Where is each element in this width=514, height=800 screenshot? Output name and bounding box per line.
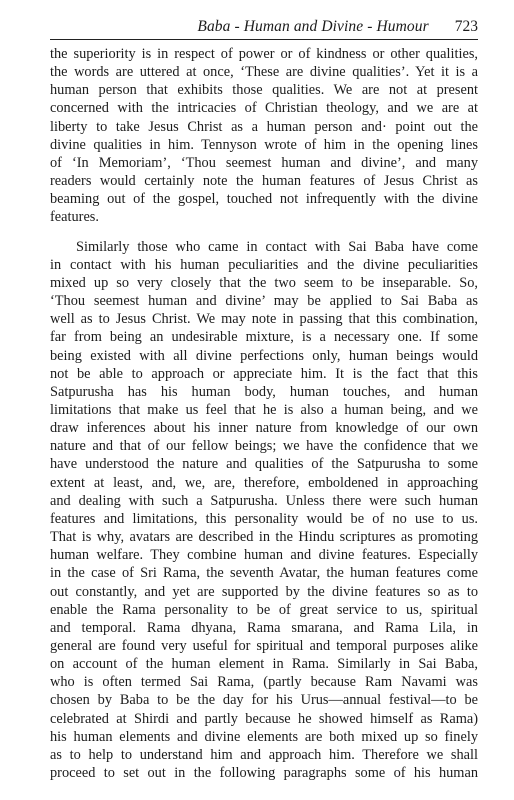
text-line: far from being an undesirable mixture, is a necessary one. If some [50, 329, 478, 346]
text-line: being existed with all divine perfections only, human beings would [50, 347, 478, 364]
text-line: nature and that of our fellow beings; we have the confidence that we [50, 438, 478, 455]
text-line: That is why, avatars are described in the Hindu scriptures as promoting [50, 529, 478, 546]
paragraph-1 [50, 45, 478, 227]
text-line: out constantly, and yet are supported by the divine features so as to [50, 583, 478, 600]
text-line: chosen by Baba to be the day for his Urus—annual festival—to be [50, 692, 478, 709]
text-line: and temporal. Rama dhyana, Rama smarana, and Rama Lila, in [50, 619, 478, 636]
text-line: general are found very useful for spiritual and temporal purposes alike [50, 638, 478, 654]
text-line: who is often termed Sai Rama, (partly because Ram Navami was [50, 674, 478, 691]
text-line: beaming out of the gospel, touched not infrequently with the divine [50, 191, 478, 208]
text-line: draw inferences about his inner nature from knowledge of our own [50, 420, 478, 437]
text-line: have understood the nature and qualities of the Satpurusha to some [50, 456, 478, 473]
text-line: his human elements and divine elements are both mixed up so finely [50, 728, 478, 745]
text-line: celebrated at Shirdi and partly because he showed himself as Rama) [50, 710, 478, 727]
text-line: of ‘In Memoriam’, ‘Thou seemest human and divine’, and many [50, 154, 478, 171]
book-page [50, 18, 478, 782]
text-line: human welfare. They combine human and divine features. Especially [50, 547, 478, 564]
text-line: the words are uttered at once, ‘These are divine qualities’. Yet it is a [50, 64, 478, 81]
text-line: readers would certainly note the human features of Jesus Christ as [50, 173, 478, 190]
text-line: ‘Thou seemest human and divine’ may be applied to Sai Baba as [50, 293, 478, 310]
text-line: Satpurusha has his human body, human touches, and human [50, 383, 478, 400]
running-header [50, 18, 478, 40]
text-line: enable the Rama personality to be of great service to us, spiritual [50, 601, 478, 618]
text-line: in the case of Sri Rama, the seventh Avatar, the human features come [50, 565, 478, 582]
text-line: in contact with his human peculiarities and the divine peculiarities [50, 256, 478, 273]
text-line: liberty to take Jesus Christ as a human person and· point out the [50, 118, 478, 135]
text-line: as to help to understand him and approach him. Therefore we shall [50, 746, 478, 763]
text-line: limitations that make us feel that he is also a human being, and we [50, 401, 478, 418]
running-title: Baba - Human and Divine - Humour [197, 18, 429, 35]
text-line: divine qualities in him. Tennyson wrote of him in the opening lines [50, 136, 478, 153]
paragraph-2 [50, 238, 478, 783]
text-line: and dealing with such a Satpurusha. Unless there were such human [50, 492, 478, 509]
text-line: features. [50, 209, 99, 226]
text-line: well as to Jesus Christ. We may note in passing that this combination, [50, 311, 478, 328]
text-line: proceed to set out in the following paragraphs some of his human [50, 765, 478, 782]
text-line: on account of the human element in Rama. Similarly in Sai Baba, [50, 656, 478, 673]
text-line: human person that exhibits those qualities. We are not at present [50, 82, 478, 99]
text-line: the superiority is in respect of power or of kindness or other qualities, [50, 46, 478, 62]
text-line: concerned with the intricacies of Christian theology, and we are at [50, 100, 478, 117]
text-line: extent at least, and, we, are, therefore, emboldened in approaching [50, 474, 478, 491]
text-line: mixed up so very closely that the two seem to be inseparable. So, [50, 274, 478, 291]
text-line: features and limitations, this personality would be of no use to us. [50, 510, 478, 527]
page-number: 723 [454, 18, 478, 35]
text-line: not be able to approach or appreciate him. It is the fact that this [50, 365, 478, 382]
text-line: Similarly those who came in contact with Sai Baba have come [76, 238, 478, 255]
